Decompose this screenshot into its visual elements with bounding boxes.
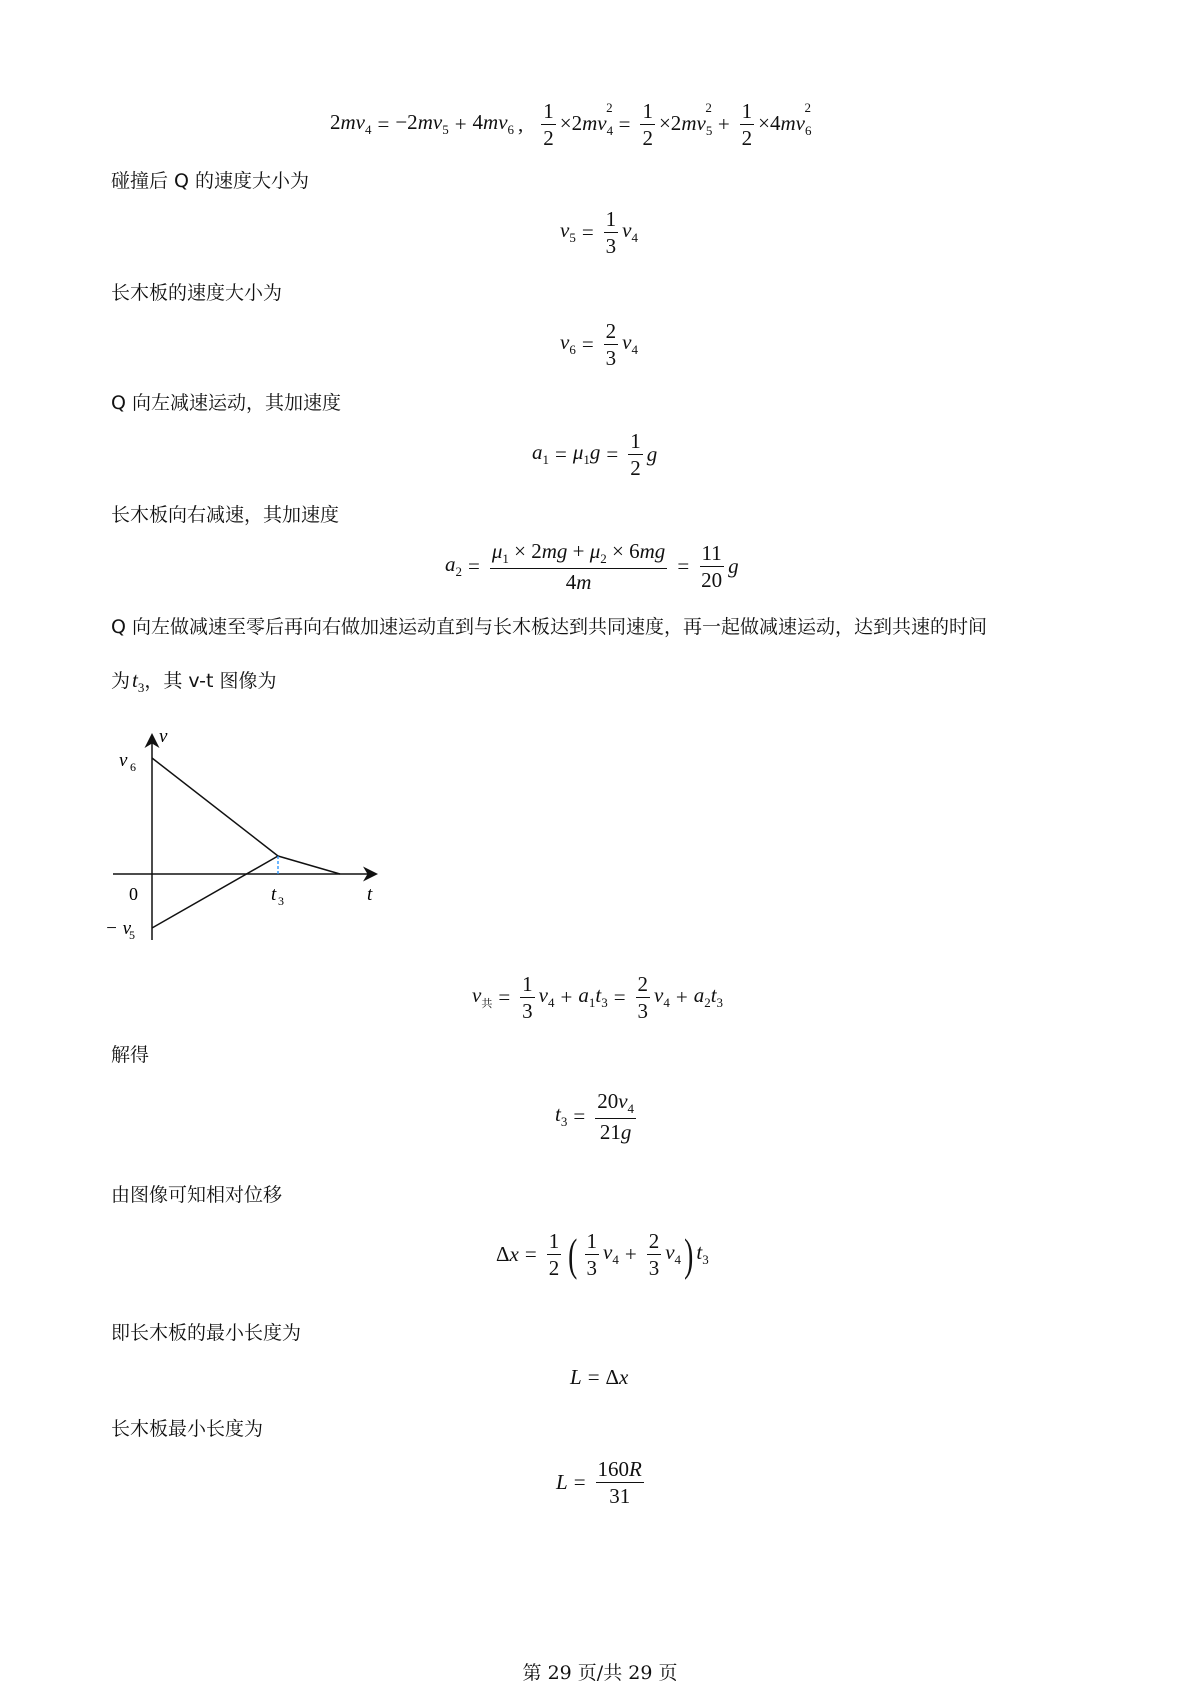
equation-a1: $a_1$ = $\mu_1g$ = $\frac{1}{2}$ g	[532, 429, 658, 481]
equation-momentum-energy: $2mv_4$ = $-2mv_5$ + $4mv_6$ , $\frac{1}{2}$ $\times 2mv_4^2$ = $\frac{1}{2}$ $\times 2mv_5^2$ + $\frac{1}{2}$ $\times 4mv_6^2$	[330, 99, 812, 151]
paragraph-graph-intro: 为$t_3$，其 v-t 图像为	[111, 668, 277, 695]
origin-label: 0	[129, 884, 138, 904]
t-axis-label: t	[367, 884, 373, 905]
paragraph-board-speed: 长木板的速度大小为	[111, 282, 283, 304]
paragraph-graph-intro-b: ，其 v-t 图像为	[144, 670, 277, 692]
t3-label: t	[271, 884, 277, 905]
vt-graph	[105, 718, 405, 948]
v6-label: v	[119, 750, 128, 771]
equation-v6: $v_6$ = $\frac{2}{3}$ $v_4$	[560, 319, 638, 371]
equation-delta-x: Δx = $\frac{1}{2}$ ( $\frac{1}{3}$ $v_4$ + $\frac{2}{3}$ $v_4$ ) $t_3$	[496, 1228, 709, 1281]
equation-common-velocity: $v_共$ = $\frac{1}{3}$ $v_4$ + $a_1t_3$ = $\frac{2}{3}$ $v_4$ + $a_2t_3$	[472, 972, 724, 1024]
v-axis-label: v	[159, 726, 168, 747]
paragraph-board-deceleration: 长木板向右减速，其加速度	[111, 504, 340, 526]
minus-v5-label: − v	[105, 918, 132, 939]
v6-sub: 6	[130, 760, 136, 774]
t3-sub: 3	[278, 894, 284, 908]
equation-v5: $v_5$ = $\frac{1}{3}$ $v_4$	[560, 207, 638, 259]
paragraph-graph-intro-a: 为	[111, 670, 131, 692]
paragraph-solve: 解得	[111, 1044, 150, 1066]
paragraph-relative-displacement: 由图像可知相对位移	[111, 1184, 283, 1206]
paragraph-min-length: 长木板最小长度为	[111, 1418, 264, 1440]
paragraph-min-length-intro: 即长木板的最小长度为	[111, 1322, 302, 1344]
minus-v5-sub: 5	[129, 928, 135, 942]
equation-l-delta-x: L = Δx	[570, 1365, 629, 1389]
q-velocity-line	[152, 856, 278, 928]
paragraph-process: Q 向左做减速至零后再向右做加速运动直到与长木板达到共同速度，再一起做减速运动，达到共速的时间	[111, 616, 987, 638]
equation-a2: $a_2$ = $\frac{\mu_1 \times 2mg + \mu_2 \times 6mg}{4m}$ = $\frac{11}{20}$ g	[445, 539, 739, 594]
equation-t3: $t_3$ = $\frac{20v_4}{21g}$	[555, 1089, 635, 1144]
paragraph-q-speed: 碰撞后 Q 的速度大小为	[111, 170, 310, 192]
page-footer: 第 29 页/共 29 页	[522, 1662, 678, 1684]
common-velocity-line	[278, 856, 340, 874]
equation-l-result: L = $\frac{160R}{31}$	[556, 1457, 642, 1509]
paragraph-q-deceleration: Q 向左减速运动，其加速度	[111, 392, 341, 414]
board-velocity-line	[152, 758, 278, 856]
